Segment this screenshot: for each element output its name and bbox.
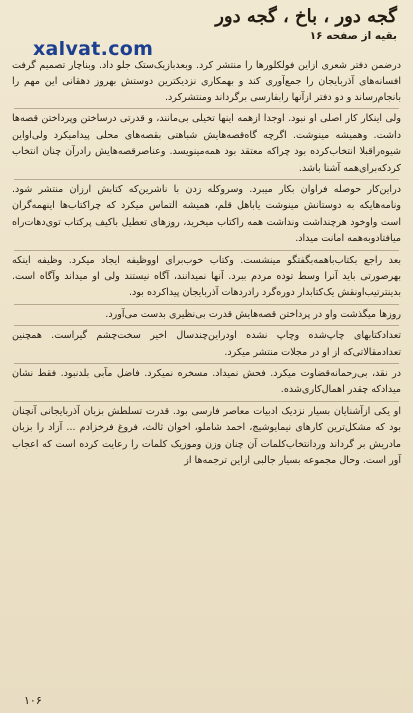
watermark-logo: xalvat.com xyxy=(33,38,154,60)
paragraph-8: او یکی ازآشنایان بسیار نزدیک ادبیات معاصر فارسی بود. قدرت تسلطش بزبان آذربایجانی آنچنان بود که مشکل‌ترین کارهای نیمایوشیج، احمد شاملو، اخوان ثالث، فروغ فرخزادم ... آزاد را بزبان مادریش بر گرداند وردانتخاب‌کلمات آن چنان وزن وموزیک کلمات را رعایت کرده است که اعجاب آور است. وحال مجموعه بسیار جالبی ازاین ترجمه‌ها از xyxy=(12,405,401,466)
divider xyxy=(14,401,399,402)
divider xyxy=(14,108,399,109)
paragraph-3: دراین‌کار حوصله فراوان بکار میبرد. وسروکله زدن با ناشرین‌که کتابش ارزان منتشر شود. ونامه‌هایکه به دوستانش مینوشت یا‌باهل قلم، همیشه التماس میکرد که چراکتاب‌ها اینهمه‌گران است واوخود هرچنداشت ونداشت همه راکتاب میخرید، روزهای تعطیل با‌کیف پرکتاب توی‌دهات‌راه میافتادوبه‌همه امانت میداد. xyxy=(12,183,401,245)
paragraph-4: بعد راجع بکتاب‌باهمه‌بگفتگو مینشست. وکتاب خوب‌برای اووظیفه ایجاد میکرد. وظیفه اینکه بهرصورتی باید آنرا وسط توده مردم ببرد. آنها نمیدانند، آگاه نیستند ولی او میداند وآگاه است. بدینترتیب‌اونقش یک‌کتابدار دوره‌گرد رادردهات آذربایجان پیداکرده بود. xyxy=(12,254,401,299)
page-number: ۱۰۶ xyxy=(24,694,42,707)
divider xyxy=(14,363,399,364)
article-body xyxy=(12,58,401,469)
paragraph-1: درضمن دفتر شعری ازاین فولکلورها را منتشر کرد. وبعدبازیک‌ستک جلو داد. وبناچار تصمیم گرفت افسانه‌های آذربایجان را جمع‌آوری کند و بهمکاری نزدیکترین دوستش بهروز دهقانی این مهم را بانجام‌رساند و دو دفتر ازآنها رابفارسی برگرداند ومنتشرکرد. xyxy=(12,60,401,104)
divider xyxy=(14,325,399,326)
divider xyxy=(14,179,399,180)
continuation-note: بقیه از صفحه ۱۶ xyxy=(309,30,397,42)
page-title: گجه دور ، باخ ، گجه دور xyxy=(215,6,397,27)
divider xyxy=(14,304,399,305)
paragraph-6: تعدادکتابهای چاپ‌شده وچاپ نشده اودراین‌چندسال اخیر سخت‌چشم گیراست. همچنین تعدادمقالاتی‌که از او در مجلات منتشر میکرد. xyxy=(12,330,401,358)
paragraph-2: ولی اینکار کار اصلی او نبود. اوجدا ازهمه اینها تخیلی بی‌مانند، و قدرتی درساختن وپرداختن قصه‌ها داشت. وهمیشه مینوشت. اگرچه گاه‌قصه‌هایش شباهتی بقصه‌های محلی پیدامیکرد ولی‌اواین شیوه‌راقبلا انتخاب‌کرده بود چراکه معتقد بود همه‌مینویسد. وعناصرقصه‌هایش رادرآن چنان انتخاب کردکه‌برای‌همه آشنا باشد. xyxy=(12,113,401,174)
paragraph-7: در نقد، بی‌رحمانه‌قضاوت میکرد. فحش نمیداد. مسخره نمیکرد. فاضل مآبی بلدنبود. فقط نشان میدادکه چقدر اهمال‌کاری‌شده. xyxy=(12,367,401,396)
paragraph-5: روزها میگذشت واو در پرداختن قصه‌هایش قدرت بی‌نظیری بدست می‌آورد. xyxy=(105,308,401,320)
divider xyxy=(14,250,399,251)
